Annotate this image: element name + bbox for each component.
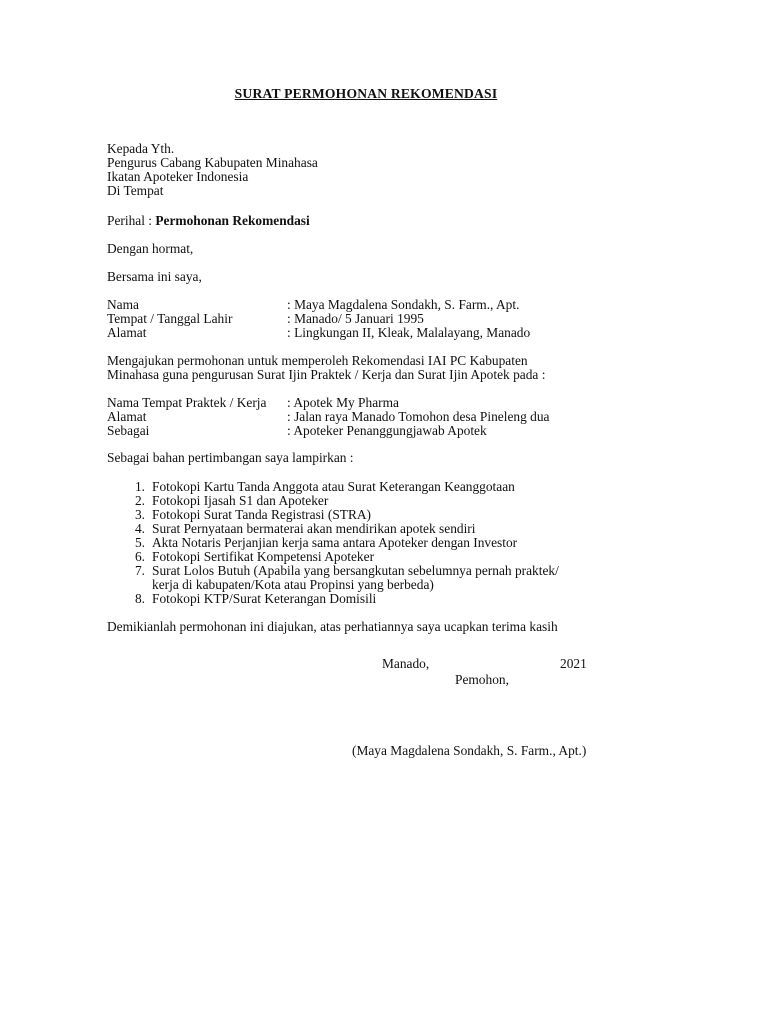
field-label: Nama Tempat Praktek / Kerja — [107, 395, 267, 410]
intro-text: Bersama ini saya, — [107, 269, 202, 284]
list-number: 7. — [134, 563, 145, 578]
list-text: Surat Lolos Butuh (Apabila yang bersangkutan sebelumnya pernah praktek/ — [152, 563, 559, 578]
list-text: Fotokopi Kartu Tanda Anggota atau Surat Keterangan Keanggotaan — [152, 479, 515, 494]
paragraph-line: Minahasa guna pengurusan Surat Ijin Praktek / Kerja dan Surat Ijin Apotek pada : — [107, 367, 546, 382]
attachments-intro: Sebagai bahan pertimbangan saya lampirkan : — [107, 450, 354, 465]
field-value: : Lingkungan II, Kleak, Malalayang, Manado — [287, 325, 531, 340]
recipient-line: Ikatan Apoteker Indonesia — [107, 169, 249, 184]
field-value: : Apoteker Penanggungjawab Apotek — [287, 423, 487, 438]
list-text: Fotokopi KTP/Surat Keterangan Domisili — [152, 591, 377, 606]
recipient-line: Di Tempat — [107, 183, 164, 198]
list-number: 3. — [134, 507, 145, 522]
list-number: 8. — [134, 591, 145, 606]
greeting: Dengan hormat, — [107, 241, 194, 256]
subject-label: Perihal : — [107, 213, 156, 228]
list-number: 6. — [134, 549, 145, 564]
field-label: Tempat / Tanggal Lahir — [107, 311, 233, 326]
paragraph-line: Mengajukan permohonan untuk memperoleh Rekomendasi IAI PC Kabupaten — [107, 353, 528, 368]
field-label: Sebagai — [107, 423, 150, 438]
applicant-role: Pemohon, — [455, 672, 509, 687]
field-value: : Jalan raya Manado Tomohon desa Pineleng dua — [287, 409, 550, 424]
list-text: Akta Notaris Perjanjian kerja sama antara Apoteker dengan Investor — [152, 535, 518, 550]
place: Manado, — [382, 656, 430, 671]
closing-sentence: Demikianlah permohonan ini diajukan, atas perhatiannya saya ucapkan terima kasih — [107, 619, 558, 634]
field-value: : Apotek My Pharma — [287, 395, 399, 410]
subject-value: Permohonan Rekomendasi — [155, 213, 310, 228]
document-title: SURAT PERMOHONAN REKOMENDASI — [234, 86, 498, 101]
list-text: Fotokopi Ijasah S1 dan Apoteker — [152, 493, 329, 508]
year: 2021 — [560, 656, 587, 671]
list-number: 2. — [134, 493, 145, 508]
request-paragraph — [107, 354, 545, 382]
subject-line — [107, 214, 310, 228]
field-value: : Manado/ 5 Januari 1995 — [287, 311, 424, 326]
field-label: Alamat — [107, 325, 147, 340]
list-text: kerja di kabupaten/Kota atau Propinsi yang berbeda) — [152, 577, 434, 592]
list-text: Surat Pernyataan bermaterai akan mendirikan apotek sendiri — [152, 521, 476, 536]
list-number: 1. — [134, 479, 145, 494]
field-label: Nama — [107, 297, 139, 312]
field-label: Alamat — [107, 409, 147, 424]
signature-name: (Maya Magdalena Sondakh, S. Farm., Apt.) — [352, 743, 587, 758]
recipient-block — [107, 142, 318, 198]
list-number: 5. — [134, 535, 145, 550]
list-text: Fotokopi Surat Tanda Registrasi (STRA) — [152, 507, 372, 522]
field-value: : Maya Magdalena Sondakh, S. Farm., Apt. — [287, 297, 520, 312]
list-number: 4. — [134, 521, 145, 536]
list-text: Fotokopi Sertifikat Kompetensi Apoteker — [152, 549, 375, 564]
recipient-line: Pengurus Cabang Kabupaten Minahasa — [107, 155, 318, 170]
recipient-line: Kepada Yth. — [107, 141, 175, 156]
